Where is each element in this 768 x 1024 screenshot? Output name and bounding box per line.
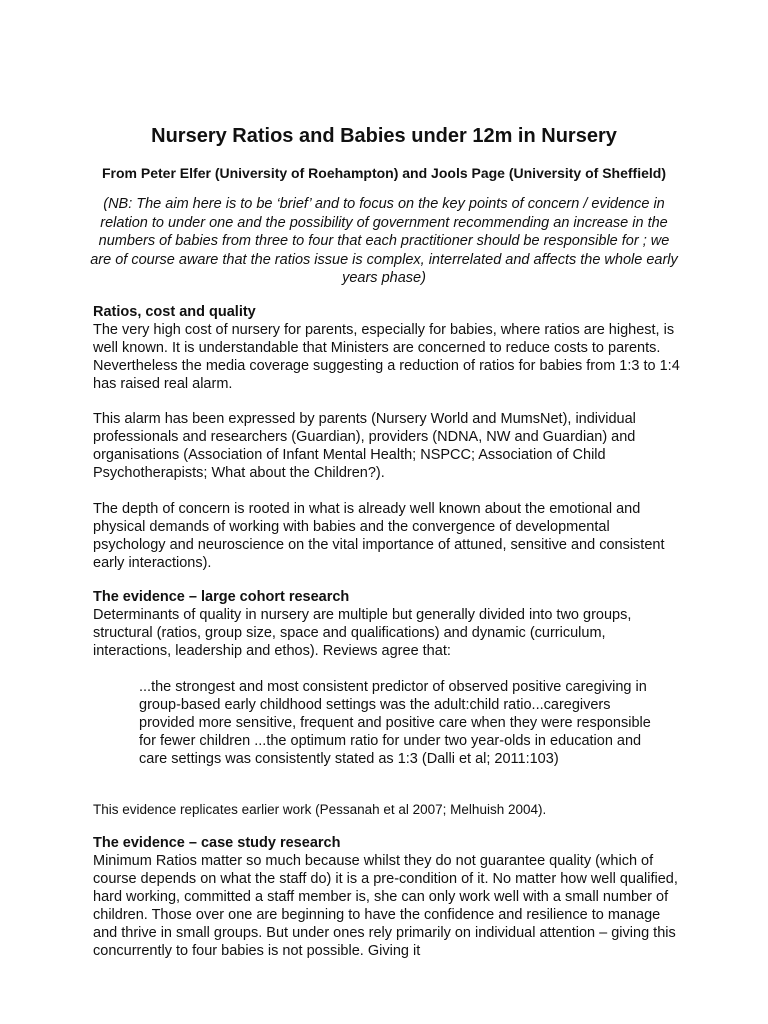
intro-note: (NB: The aim here is to be ‘brief’ and to focus on the key points of concern / evidence in relation to under one and the possibility of government recommending an increase in the numbers of babies from three to four that each practitioner should be responsible for ; we are of course aware that the ratios issue is complex, interrelated and affects the whole early years phase) (90, 196, 678, 286)
paragraph-ratios-1: The very high cost of nursery for parents, especially for babies, where ratios are highest, is well known. It is understandable that Ministers are concerned to reduce costs to parents. Nevertheless the media coverage suggesting a reduction of ratios for babies from 1:3 to 1:4 has raised real alarm. (93, 322, 680, 392)
section-heading-ratios: Ratios, cost and quality (93, 304, 256, 320)
paragraph-case-1: Minimum Ratios matter so much because whilst they do not guarantee quality (which of course depends on what the staff do) it is a pre-condition of it. No matter how well qualified, hard working, committed a staff member is, she can only work well with a small number of children. Those over one are beginning to have the confidence and resilience to manage and thrive in small groups. But under ones rely primarily on individual attention – giving this concurrently to four babies is not possible. Giving it (93, 853, 678, 959)
document-title: Nursery Ratios and Babies under 12m in Nursery (151, 125, 617, 147)
authors-line: From Peter Elfer (University of Roehampton) and Jools Page (University of Sheffield) (102, 165, 666, 181)
paragraph-cohort-1: Determinants of quality in nursery are multiple but generally divided into two groups, structural (ratios, group size, space and qualifications) and dynamic (curriculum, interactions, leadership and ethos). Reviews agree that: (93, 607, 632, 659)
paragraph-ratios-3: The depth of concern is rooted in what is already well known about the emotional and physical demands of working with babies and the convergence of developmental psychology and neuroscience on the vital importance of attuned, sensitive and consistent early interactions). (93, 501, 665, 571)
paragraph-cohort-2: This evidence replicates earlier work (Pessanah et al 2007; Melhuish 2004). (93, 802, 547, 817)
section-heading-case: The evidence – case study research (93, 835, 341, 851)
paragraph-ratios-2: This alarm has been expressed by parents (Nursery World and MumsNet), individual professionals and researchers (Guardian), providers (NDNA, NW and Guardian) and organisations (Association of Infant Mental Health; NSPCC; Association of Child Psychotherapists; What about the Children?). (93, 411, 636, 481)
section-heading-cohort: The evidence – large cohort research (93, 589, 350, 605)
block-quote: ...the strongest and most consistent predictor of observed positive caregiving in group-based early childhood settings was the adult:child ratio...caregivers provided more sensitive, frequent and positive care when they were responsible for fewer children ...the optimum ratio for under two year-olds in education and care settings was consistently stated as 1:3 (Dalli et al; 2011:103) (139, 679, 651, 767)
